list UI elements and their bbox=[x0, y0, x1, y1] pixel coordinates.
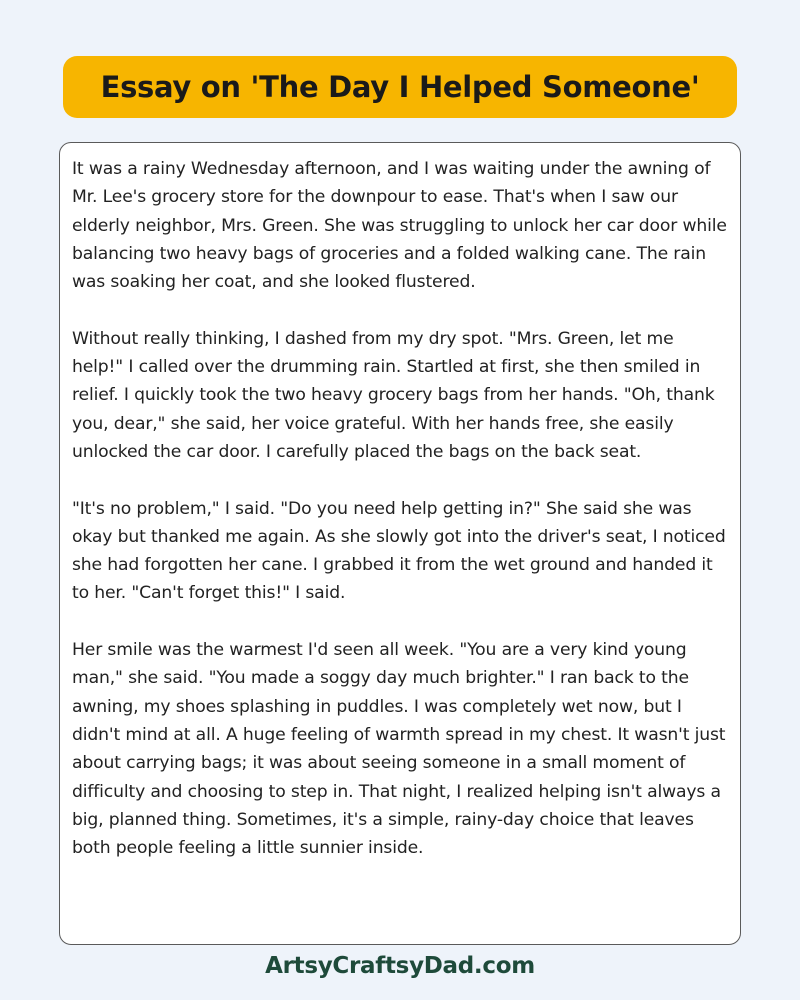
page-title: Essay on 'The Day I Helped Someone' bbox=[100, 70, 700, 104]
title-banner bbox=[63, 56, 737, 118]
essay-paragraph-4: Her smile was the warmest I'd seen all week. "You are a very kind young man," she said. "You made a soggy day much brighter." I ran back to the awning, my shoes splashing in puddles. I was completely wet now, but I didn't mind at all. A huge feeling of warmth spread in my chest. It wasn't just about carrying bags; it was about seeing someone in a small moment of difficulty and choosing to step in. That night, I realized helping isn't always a big, planned thing. Sometimes, it's a simple, rainy-day choice that leaves both people feeling a little sunnier inside. bbox=[72, 640, 726, 859]
essay-paragraph-1: It was a rainy Wednesday afternoon, and I was waiting under the awning of Mr. Lee's grocery store for the downpour to ease. That's when I saw our elderly neighbor, Mrs. Green. She was struggling to unlock her car door while balancing two heavy bags of groceries and a folded walking cane. The rain was soaking her coat, and she looked flustered. bbox=[72, 159, 727, 293]
essay-box bbox=[59, 142, 741, 945]
essay-paragraph-2: Without really thinking, I dashed from my dry spot. "Mrs. Green, let me help!" I called over the drumming rain. Startled at first, she then smiled in relief. I quickly took the two heavy grocery bags from her hands. "Oh, thank you, dear," she said, her voice grateful. With her hands free, she easily unlocked the car door. I carefully placed the bags on the back seat. bbox=[72, 328, 715, 462]
essay-paragraph-3: "It's no problem," I said. "Do you need help getting in?" She said she was okay but thanked me again. As she slowly got into the driver's seat, I noticed she had forgotten her cane. I grabbed it from the wet ground and handed it to her. "Can't forget this!" I said. bbox=[72, 498, 726, 604]
footer-site-name: ArtsyCraftsyDad.com bbox=[265, 953, 535, 979]
